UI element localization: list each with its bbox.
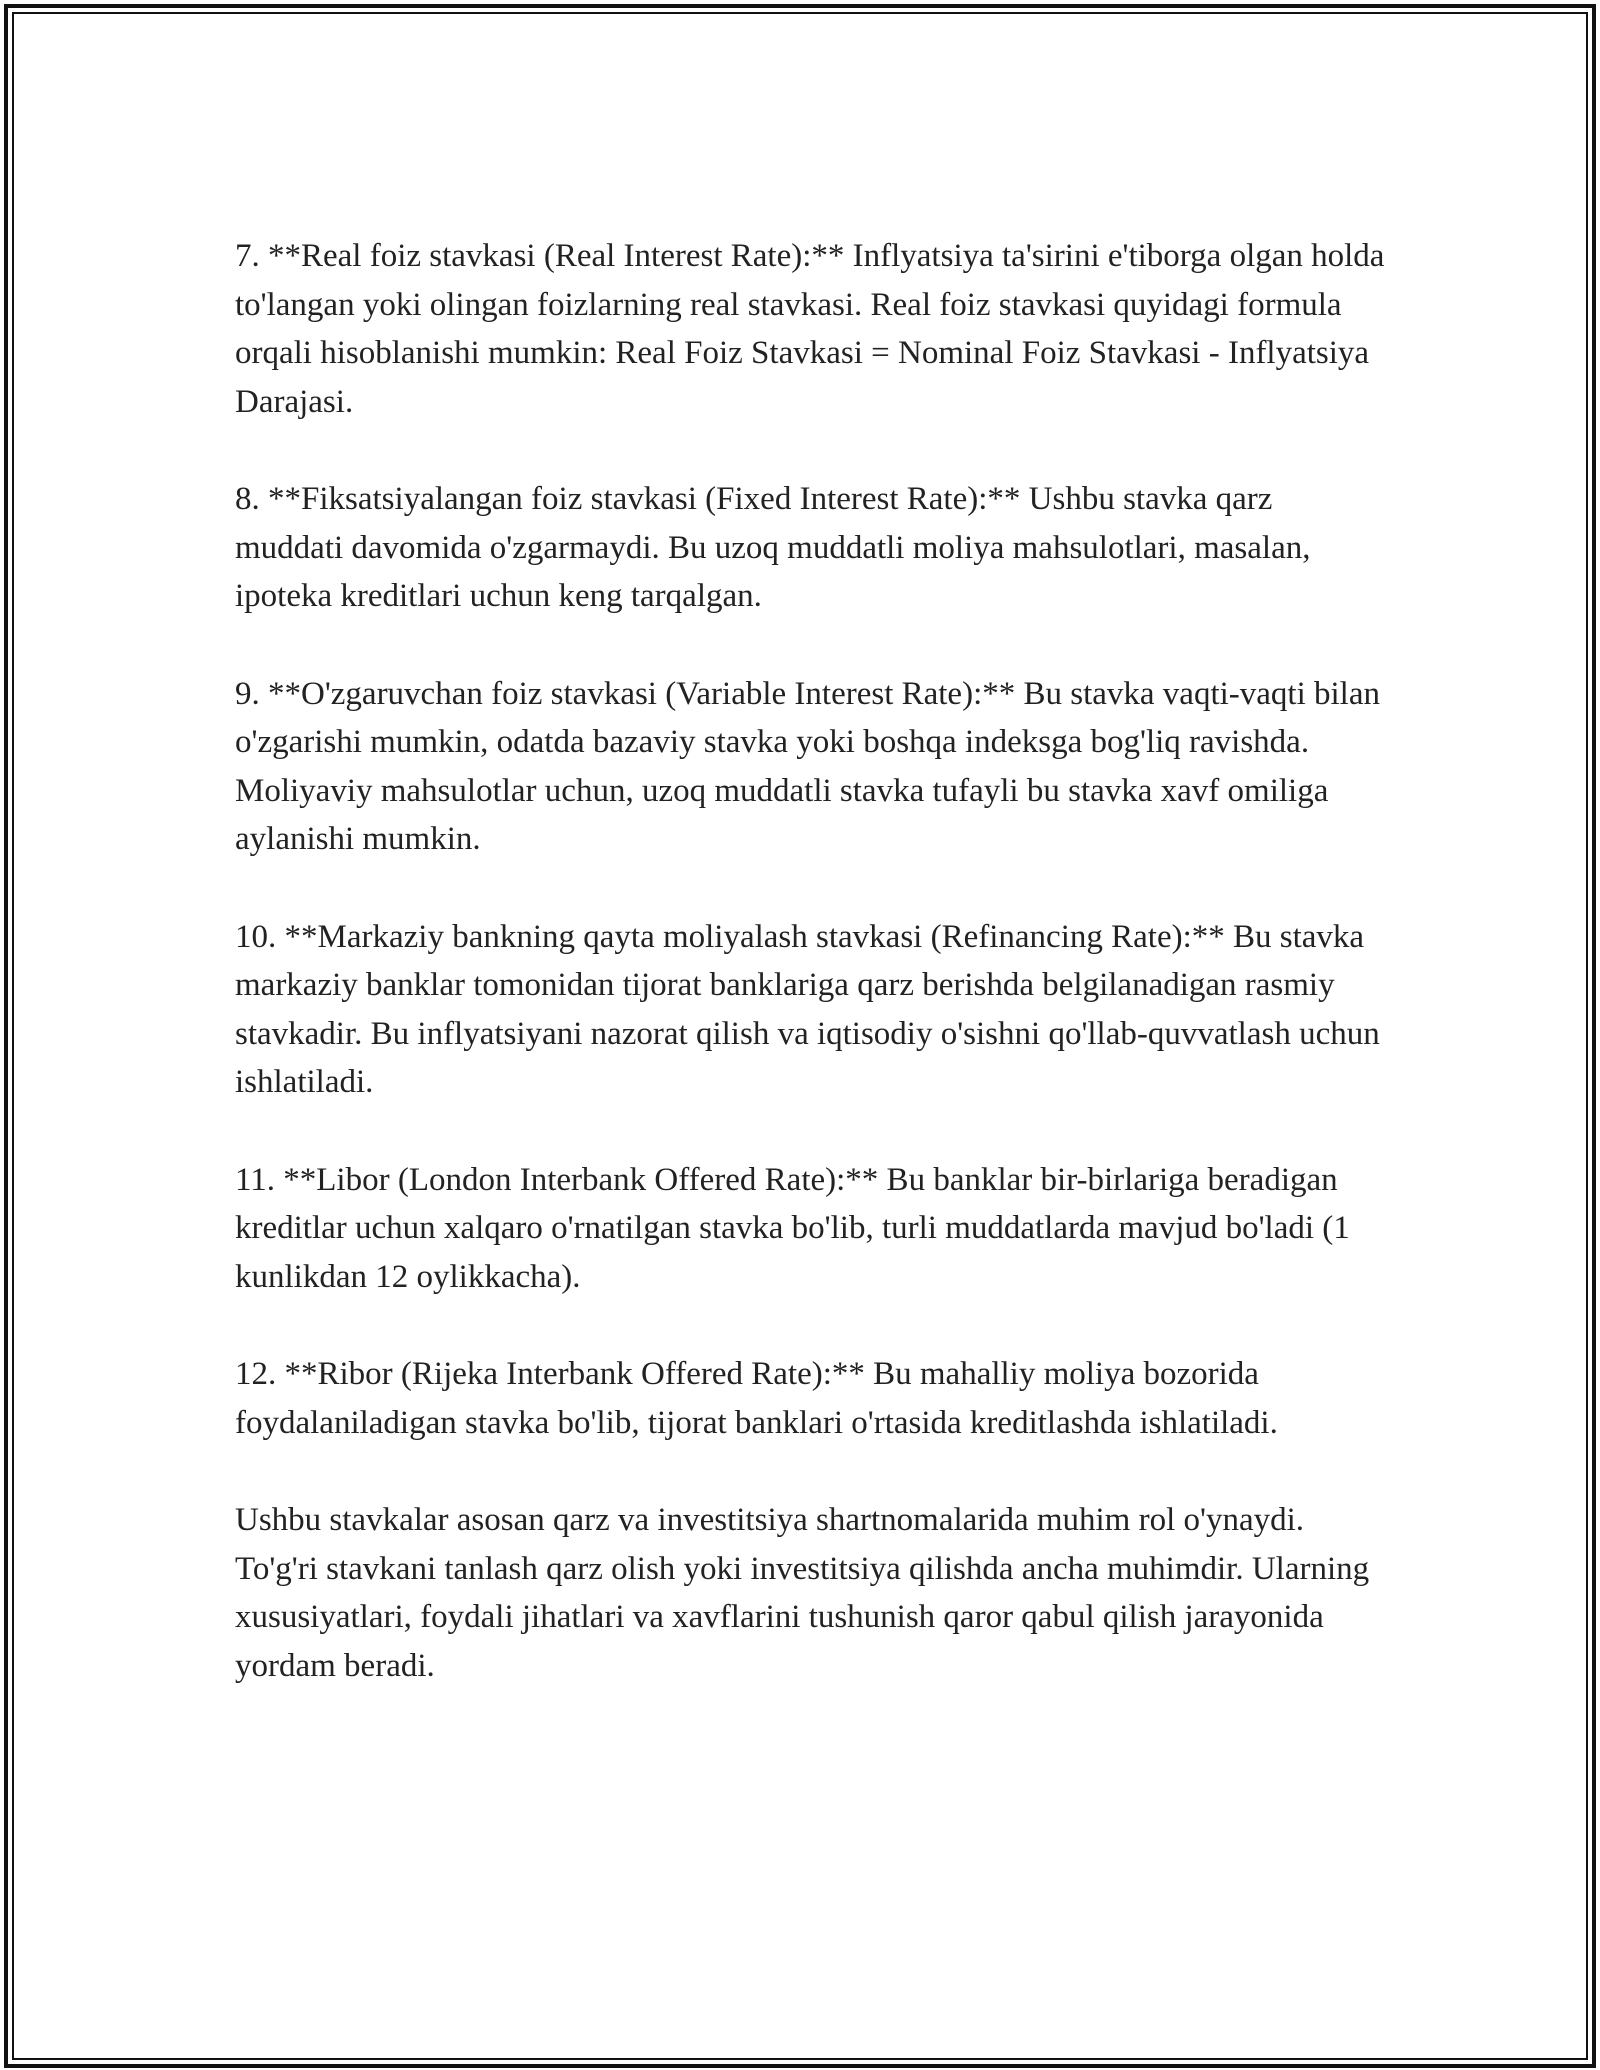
paragraph-variable-interest-rate: 9. **O'zgaruvchan foiz stavkasi (Variable Interest Rate):** Bu stavka vaqti-vaqti bilan o'zgarishi mumkin, odatda bazaviy stavka yoki boshqa indeksga bog'liq ravishda. Moliyaviy mahsulotlar uchun, uzoq muddatli stavka tufayli bu stavka xavf omiliga aylanishi mumkin. [235, 675, 1380, 857]
paragraph-fixed-interest-rate: 8. **Fiksatsiyalangan foiz stavkasi (Fixed Interest Rate):** Ushbu stavka qarz muddati davomida o'zgarmaydi. Bu uzoq muddatli moliya mahsulotlari, masalan, ipoteka kreditlari uchun keng tarqalgan. [235, 481, 1311, 614]
paragraph-real-interest-rate: 7. **Real foiz stavkasi (Real Interest Rate):** Inflyatsiya ta'sirini e'tiborga olgan holda to'langan yoki olingan foizlarning real stavkasi. Real foiz stavkasi quyidagi formula orqali hisoblanishi mumkin: Real Foiz Stavkasi = Nominal Foiz Stavkasi - Inflyatsiya Darajasi. [235, 238, 1385, 420]
paragraph-refinancing-rate: 10. **Markaziy bankning qayta moliyalash stavkasi (Refinancing Rate):** Bu stavka markaziy banklar tomonidan tijorat banklariga qarz berishda belgilanadigan rasmiy stavkadir. Bu inflyatsiyani nazorat qilish va iqtisodiy o'sishni qo'llab-quvvatlash uchun ishlatiladi. [235, 918, 1380, 1100]
paragraph-conclusion: Ushbu stavkalar asosan qarz va investitsiya shartnomalarida muhim rol o'ynaydi. To'g'ri stavkani tanlash qarz olish yoki investitsiya qilishda ancha muhimdir. Ularning xususiyatlari, foydali jihatlari va xavflarini tushunish qaror qabul qilish jarayonida yordam beradi. [235, 1502, 1370, 1684]
document-body [235, 232, 1385, 1739]
paragraph-ribor: 12. **Ribor (Rijeka Interbank Offered Rate):** Bu mahalliy moliya bozorida foydalaniladigan stavka bo'lib, tijorat banklari o'rtasida kreditlashda ishlatiladi. [235, 1356, 1278, 1441]
paragraph-libor: 11. **Libor (London Interbank Offered Rate):** Bu banklar bir-birlariga beradigan kreditlar uchun xalqaro o'rnatilgan stavka bo'lib, turli muddatlarda mavjud bo'ladi (1 kunlikdan 12 oylikkacha). [235, 1161, 1350, 1295]
